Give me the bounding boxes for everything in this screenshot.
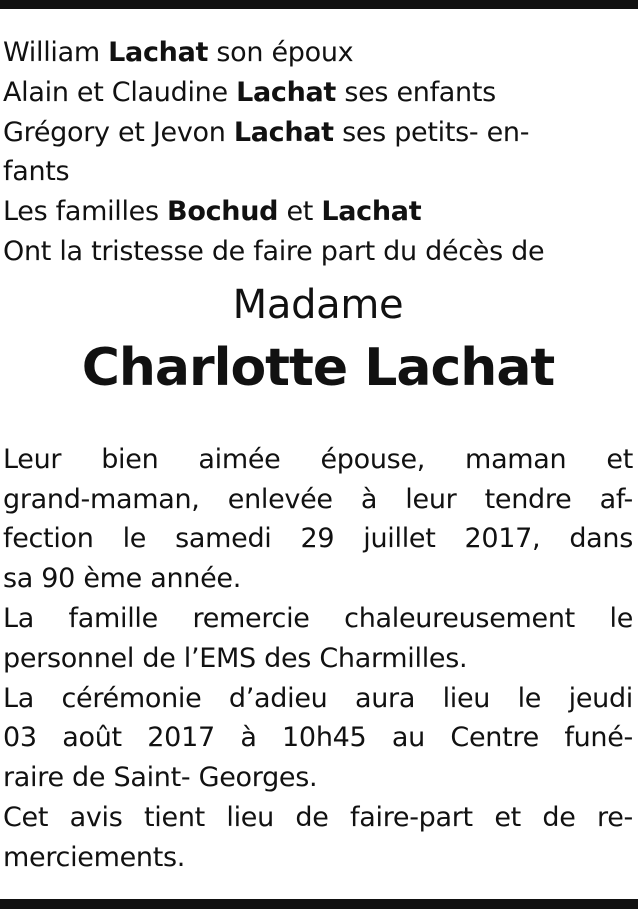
body-line: La famille remercie chaleureusement le (3, 602, 633, 634)
body-line: merciements. (3, 841, 186, 873)
announcement-line: Ont la tristesse de faire part du décès de (3, 235, 545, 267)
body-line: sa 90 ème année. (3, 563, 242, 595)
body-line: raire de Saint- Georges. (3, 762, 318, 794)
deceased-name: Charlotte Lachat (81, 337, 555, 398)
family-line-children: Alain et Claudine Lachat ses enfants (3, 76, 496, 108)
bottom-border-rule (0, 899, 638, 909)
body-line: Leur bien aimée épouse, maman et (3, 443, 633, 475)
body-line: personnel de l’EMS des Charmilles. (3, 642, 468, 674)
obituary-notice (3, 33, 633, 878)
honorific-title: Madame (232, 281, 404, 328)
family-list (3, 33, 633, 272)
family-line-grandchildren: Grégory et Jevon Lachat ses petits- en- (3, 116, 530, 148)
body-line: fection le samedi 29 juillet 2017, dans (3, 523, 633, 555)
notice-body (3, 440, 633, 878)
body-line: Cet avis tient lieu de faire-part et de re- (3, 801, 633, 833)
top-border-rule (0, 0, 638, 9)
family-line-families: Les familles Bochud et Lachat (3, 196, 422, 228)
family-line-grandchildren-cont: fants (3, 156, 70, 188)
family-line-spouse: William Lachat son époux (3, 37, 354, 68)
body-line: grand-maman, enlevée à leur tendre af- (3, 483, 633, 515)
body-line: La cérémonie d’adieu aura lieu le jeudi (3, 682, 633, 714)
body-line: 03 août 2017 à 10h45 au Centre funé- (3, 722, 633, 754)
